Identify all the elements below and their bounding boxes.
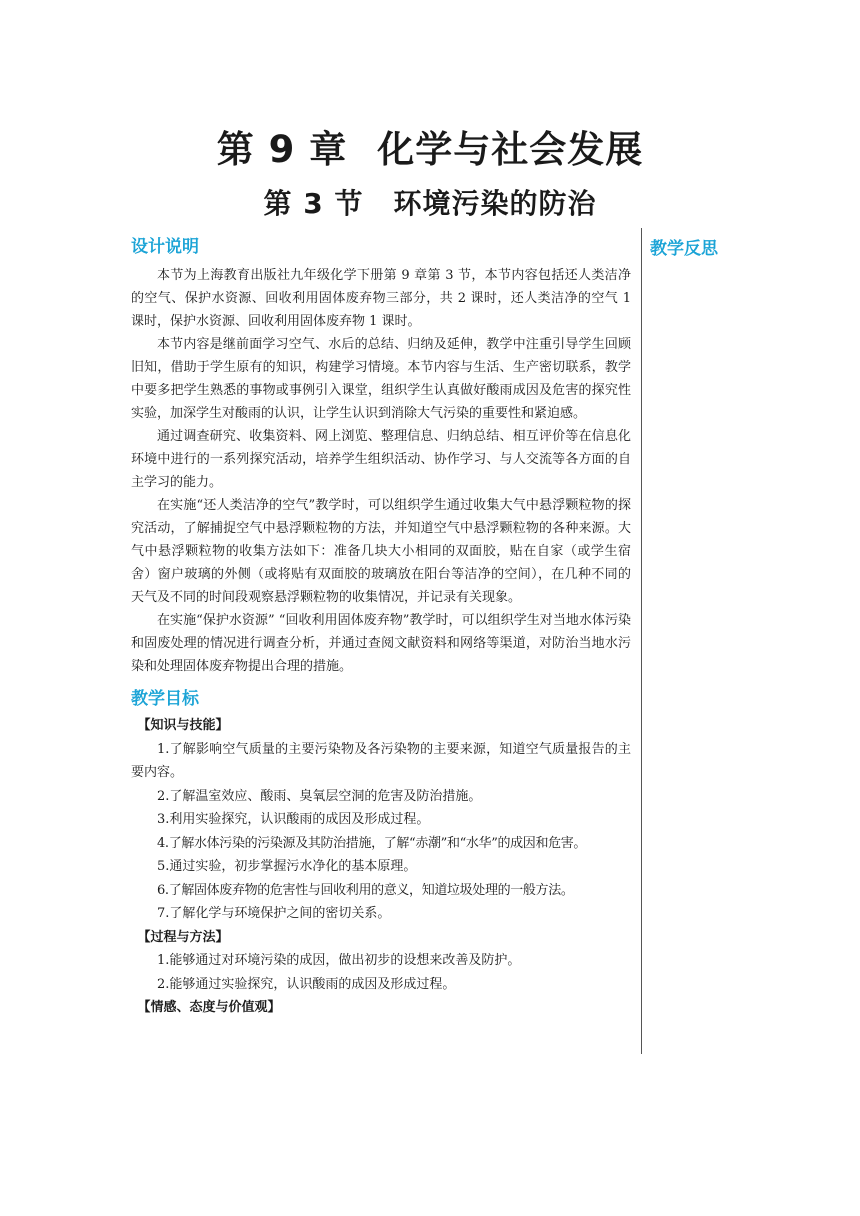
objectives-heading: 教学目标	[131, 689, 199, 709]
main-content	[131, 232, 631, 1020]
objective-item: 2.能够通过实验探究，认识酸雨的成因及形成过程。	[157, 976, 456, 992]
chapter-title	[0, 126, 860, 174]
section-title	[0, 184, 860, 224]
section-name: 环境污染的防治	[393, 187, 597, 220]
objective-item: 2.了解温室效应、酸雨、臭氧层空洞的危害及防治措施。	[157, 788, 482, 804]
objective-item: 5.通过实验，初步掌握污水净化的基本原理。	[157, 859, 417, 874]
design-paragraph: 在实施“保护水资源” “回收利用固体废弃物”教学时，可以组织学生对当地水体污染和固废处理的情况进行调查分析，并通过查阅文献资料和网络等渠道，对防治当地水污染和处理固体废弃物提出合理的措施。	[131, 613, 631, 674]
section-number: 第 3 节	[263, 187, 364, 220]
objective-item: 6.了解固体废弃物的危害性与回收利用的意义，知道垃圾处理的一般方法。	[157, 882, 574, 898]
design-paragraph: 本节为上海教育出版社九年级化学下册第 9 章第 3 节，本节内容包括还人类洁净的空气、保护水资源、回收利用固体废弃物三部分，共 2 课时，还人类洁净的空气 1 课时，保护水资源、回收利用固体废弃物 1 课时。	[131, 268, 631, 329]
chapter-number: 第 9 章	[216, 128, 348, 171]
objective-item: 4.了解水体污染的污染源及其防治措施，了解“赤潮”和“水华”的成因和危害。	[157, 835, 587, 851]
design-heading: 设计说明	[131, 237, 199, 257]
emotion-values-label: 【情感、态度与价值观】	[137, 1000, 281, 1015]
sidebar-divider	[641, 228, 642, 1054]
design-paragraph: 通过调查研究、收集资料、网上浏览、整理信息、归纳总结、相互评价等在信息化环境中进行的一系列探究活动，培养学生组织活动、协作学习、与人交流等各方面的自主学习的能力。	[131, 429, 631, 490]
chapter-name: 化学与社会发展	[377, 128, 644, 171]
objective-item: 1.能够通过对环境污染的成因，做出初步的设想来改善及防护。	[157, 953, 521, 968]
design-paragraph: 本节内容是继前面学习空气、水后的总结、归纳及延伸，教学中注重引导学生回顾旧知，借助于学生原有的知识，构建学习情境。本节内容与生活、生产密切联系，教学中要多把学生熟悉的事物或事例引入课堂，组织学生认真做好酸雨成因及危害的探究性实验，加深学生对酸雨的认识，让学生认识到消除大气污染的重要性和紧迫感。	[131, 337, 631, 421]
sidebar-heading-reflection: 教学反思	[650, 239, 718, 259]
objectives-list	[131, 714, 631, 1020]
knowledge-skills-label: 【知识与技能】	[137, 718, 229, 733]
design-paragraph: 在实施“还人类洁净的空气”教学时，可以组织学生通过收集大气中悬浮颗粒物的探究活动，了解捕捉空气中悬浮颗粒物的方法，并知道空气中悬浮颗粒物的各种来源。大气中悬浮颗粒物的收集方法如下：准备几块大小相同的双面胶，贴在自家（或学生宿舍）窗户玻璃的外侧（或将贴有双面胶的玻璃放在阳台等洁净的空间），在几种不同的天气及不同的时间段观察悬浮颗粒物的收集情况，并记录有关现象。	[131, 498, 631, 605]
objective-item: 1.了解影响空气质量的主要污染物及各污染物的主要来源，知道空气质量报告的主要内容。	[131, 741, 631, 780]
objective-item: 7.了解化学与环境保护之间的密切关系。	[157, 906, 391, 921]
objective-item: 3.利用实验探究，认识酸雨的成因及形成过程。	[157, 812, 430, 827]
design-description	[131, 264, 631, 678]
process-methods-label: 【过程与方法】	[137, 929, 229, 945]
